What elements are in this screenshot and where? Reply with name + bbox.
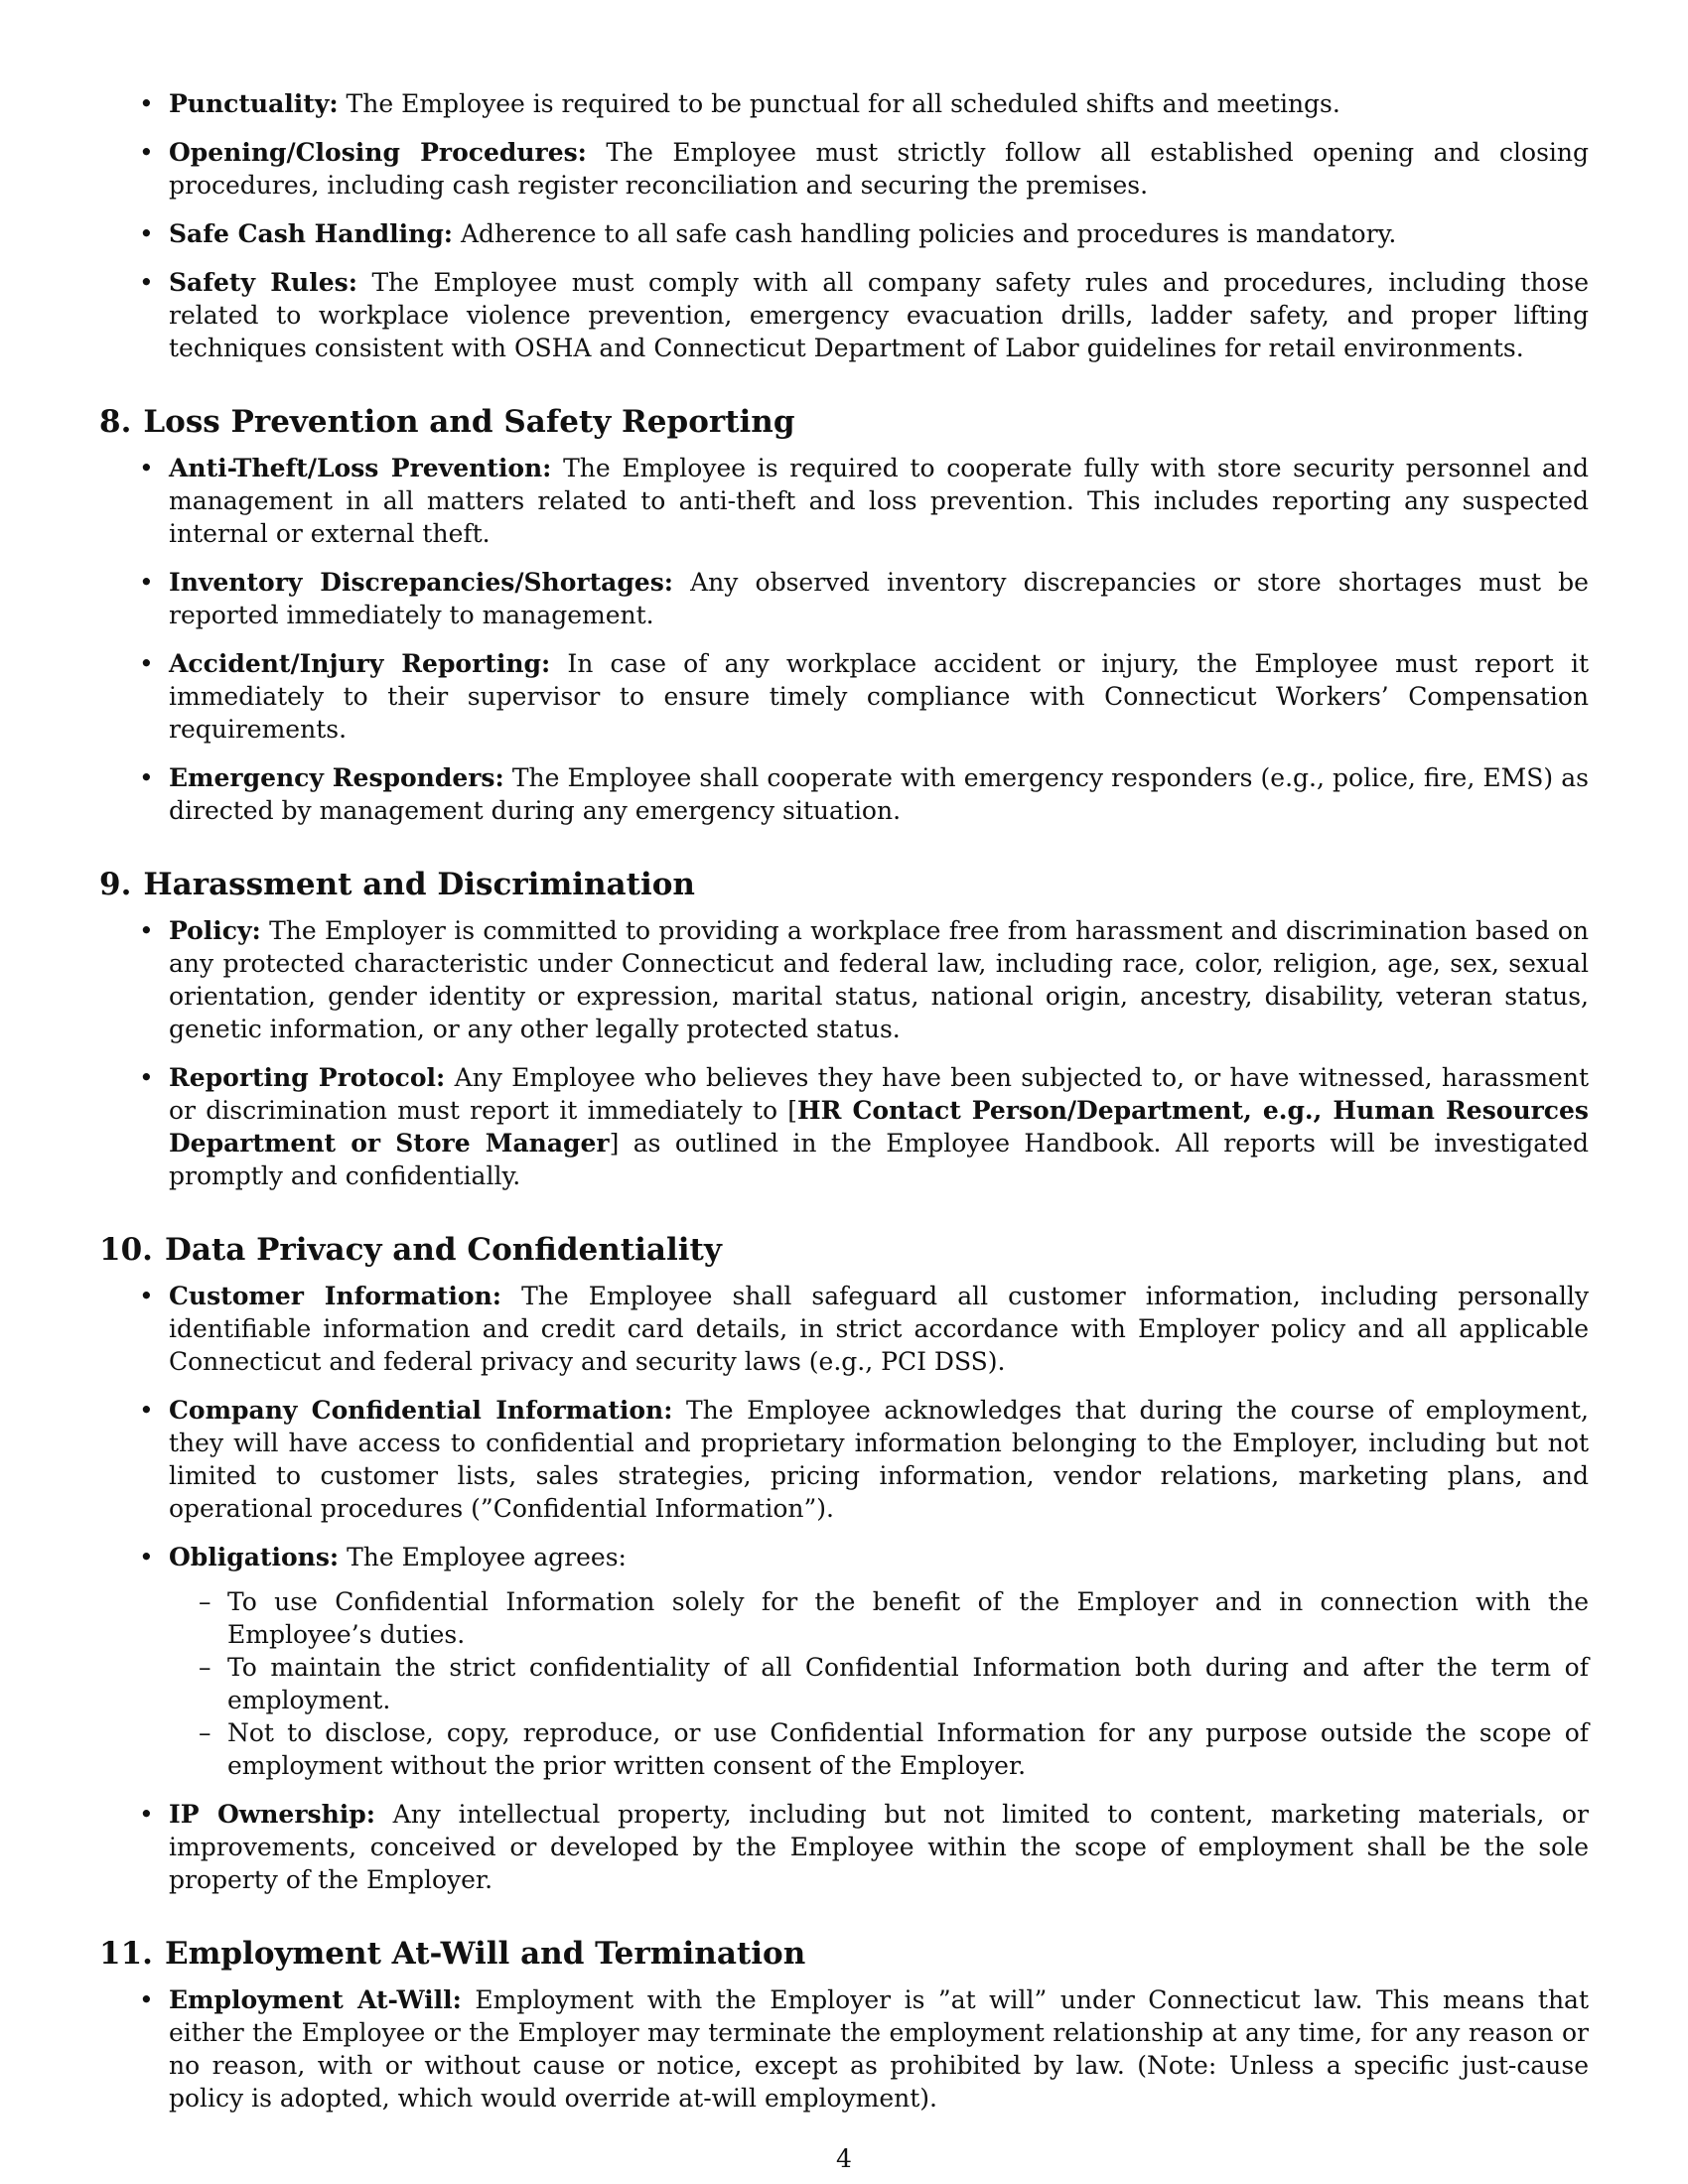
sublist-item: – To use Confidential Information solely for the benefit of the Employer and in connection with the Employee’s duties. xyxy=(169,1585,1589,1651)
section-list xyxy=(99,1983,1589,2115)
item-text: The Employee must comply with all company safety rules and procedures, including those related to workplace violence prevention, emergency evacuation drills, ladder safety, and proper lifting techniques consistent with OSHA and Connecticut Department of Labor guidelines for retail environments. xyxy=(169,268,1589,362)
section-number: 9. xyxy=(99,867,132,902)
list-item xyxy=(99,1983,1589,2115)
hr-contact-placeholder: HR Contact Person/Department, e.g., Human Resources Department or Store Manager xyxy=(169,1096,1589,1158)
item-label: Emergency Responders: xyxy=(169,763,504,792)
item-label: Inventory Discrepancies/Shortages: xyxy=(169,568,674,597)
section-title: Data Privacy and Confidentiality xyxy=(164,1232,722,1268)
item-text: The Employee is required to cooperate fully with store security personnel and management in all matters related to anti-theft and loss prevention. This includes reporting any suspected internal or external theft. xyxy=(169,454,1589,548)
section-list xyxy=(99,452,1589,827)
list-item xyxy=(99,1394,1589,1525)
item-text: The Employer is committed to providing a workplace free from harassment and discrimination based on any protected characteristic under Connecticut and federal law, including race, color, religion, age, sex, sexual orientation, gender identity or expression, marital status, national origin, ancestry, disability, veteran status, genetic information, or any other legally protected status. xyxy=(169,916,1589,1043)
list-item xyxy=(99,1280,1589,1378)
section-title: Harassment and Discrimination xyxy=(143,867,695,902)
item-text: The Employee is required to be punctual for all scheduled shifts and meetings. xyxy=(346,89,1340,118)
item-label: Employment At-Will: xyxy=(169,1985,462,2014)
item-text: The Employee must strictly follow all established opening and closing procedures, including cash register reconciliation and securing the premises. xyxy=(169,138,1589,200)
list-item xyxy=(99,266,1589,364)
item-label: Safe Cash Handling: xyxy=(169,219,454,248)
list-item xyxy=(99,87,1589,120)
item-label: Anti-Theft/Loss Prevention: xyxy=(169,454,552,482)
item-label: Policy: xyxy=(169,916,261,945)
item-label: Accident/Injury Reporting: xyxy=(169,649,551,678)
list-item xyxy=(99,217,1589,250)
section-title: Employment At-Will and Termination xyxy=(164,1936,806,1972)
list-item xyxy=(99,647,1589,746)
item-label: Customer Information: xyxy=(169,1282,501,1310)
section-heading xyxy=(99,1934,1589,1974)
list-item xyxy=(99,1798,1589,1896)
item-text: Any Employee who believes they have been subjected to, or have witnessed, harassment or discrimination must report it immediately to [ xyxy=(169,1063,1589,1125)
item-text: In case of any workplace accident or injury, the Employee must report it immediately to their supervisor to ensure timely compliance with Connecticut Workers’ Compensation requirements. xyxy=(169,649,1589,744)
intro-list xyxy=(99,87,1589,364)
section-number: 8. xyxy=(99,404,132,440)
sublist-item: – Not to disclose, copy, reproduce, or use Confidential Information for any purpose outside the scope of employment without the prior written consent of the Employer. xyxy=(169,1716,1589,1782)
item-text: ] as outlined in the Employee Handbook. All reports will be investigated promptly and confidentially. xyxy=(169,1129,1589,1190)
item-label: Obligations: xyxy=(169,1543,340,1571)
document-body xyxy=(99,87,1589,2130)
item-text: The Employee shall cooperate with emergency responders (e.g., police, fire, EMS) as directed by management during any emergency situation. xyxy=(169,763,1589,825)
item-label: Safety Rules: xyxy=(169,268,357,297)
item-label: Punctuality: xyxy=(169,89,339,118)
section-title: Loss Prevention and Safety Reporting xyxy=(143,404,795,440)
item-text: The Employee acknowledges that during the course of employment, they will have access to confidential and proprietary information belonging to the Employer, including but not limited to customer lists, sales strategies, pricing information, vendor relations, marketing plans, and operational procedures (”Confidential Information”). xyxy=(169,1396,1589,1523)
page-number: 4 xyxy=(836,2144,852,2173)
obligations-sublist xyxy=(169,1585,1589,1782)
item-text: The Employee shall safeguard all customer information, including personally identifiable information and credit card details, in strict accordance with Employer policy and all applicable Connecticut and federal privacy and security laws (e.g., PCI DSS). xyxy=(169,1282,1590,1376)
section-heading xyxy=(99,402,1589,442)
item-label: Opening/Closing Procedures: xyxy=(169,138,587,167)
sublist-item: – To maintain the strict confidentiality of all Confidential Information both during and after the term of employment. xyxy=(169,1651,1589,1716)
item-label: Reporting Protocol: xyxy=(169,1063,446,1092)
section-heading xyxy=(99,865,1589,904)
item-text: Employment with the Employer is ”at will” under Connecticut law. This means that either the Employee or the Employer may terminate the employment relationship at any time, for any reason or no reason, with or without cause or notice, except as prohibited by law. (Note: Unless a specific just-cause policy is adopted, which would override at-will employment). xyxy=(169,1985,1590,2113)
list-item xyxy=(99,452,1589,550)
section-heading xyxy=(99,1230,1589,1270)
item-text: Adherence to all safe cash handling policies and procedures is mandatory. xyxy=(460,219,1397,248)
list-item xyxy=(99,1541,1589,1782)
list-item xyxy=(99,136,1589,202)
section-list xyxy=(99,1280,1589,1896)
item-label: IP Ownership: xyxy=(169,1800,375,1829)
item-text: Any observed inventory discrepancies or store shortages must be reported immediately to management. xyxy=(169,568,1589,629)
list-item xyxy=(99,914,1589,1045)
section-number: 10. xyxy=(99,1232,153,1268)
item-text: Any intellectual property, including but not limited to content, marketing materials, or improvements, conceived or developed by the Employee within the scope of employment shall be the sole property of the Employer. xyxy=(169,1800,1589,1894)
section-list xyxy=(99,914,1589,1192)
list-item xyxy=(99,1061,1589,1192)
list-item xyxy=(99,761,1589,827)
item-label: Company Confidential Information: xyxy=(169,1396,673,1425)
section-number: 11. xyxy=(99,1936,153,1972)
item-text: The Employee agrees: xyxy=(347,1543,627,1571)
list-item xyxy=(99,566,1589,631)
